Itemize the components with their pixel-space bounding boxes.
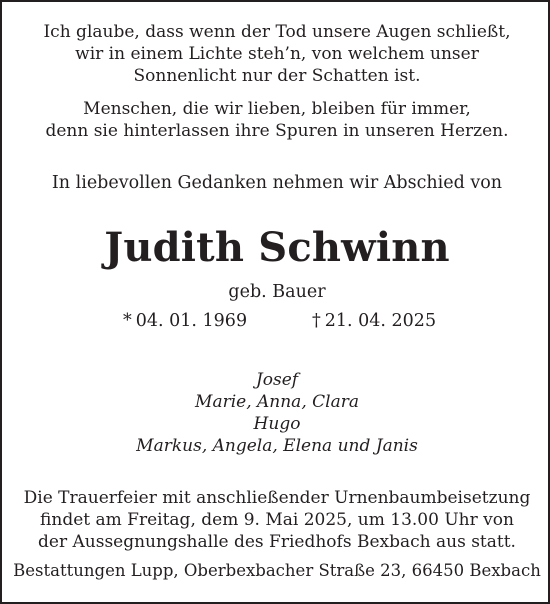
verse-stanza-1 [2,21,550,87]
verse-stanza-2 [2,98,550,142]
verse-line: Ich glaube, dass wenn der Tod unsere Augen schließt, [43,22,511,42]
deceased-name: Judith Schwinn [104,224,450,271]
verse-line: Sonnenlicht nur der Schatten ist. [133,66,421,86]
death-date [312,310,436,332]
family-line: Hugo [253,414,301,434]
death-cross-icon: † [312,311,321,331]
birth-date-text: 04. 01. 1969 [135,311,248,331]
ceremony-info [2,487,550,553]
death-date-text: 21. 04. 2025 [324,311,437,331]
birth-star-icon: * [123,311,132,331]
farewell-intro [2,172,550,194]
birth-date [123,310,247,332]
undertaker-info [2,560,550,582]
family-line: Josef [255,370,299,390]
verse-line: Menschen, die wir lieben, bleiben für immer, [83,99,471,119]
undertaker-text: Bestattungen Lupp, Oberbexbacher Straße 23, 66450 Bexbach [13,561,541,580]
ceremony-line: der Aussegnungshalle des Friedhofs Bexbach aus statt. [38,532,516,552]
verse-line: wir in einem Lichte steh’n, von welchem unser [75,44,479,64]
family-members [2,369,550,457]
birth-name [2,281,550,303]
ceremony-line: Die Trauerfeier mit anschließender Urnenbaumbeisetzung [23,488,531,508]
verse-line: denn sie hinterlassen ihre Spuren in unseren Herzen. [45,121,509,141]
ceremony-line: findet am Freitag, dem 9. Mai 2025, um 13.00 Uhr von [40,510,514,530]
family-line: Marie, Anna, Clara [195,392,359,412]
family-line: Markus, Angela, Elena und Janis [136,436,418,456]
birth-name-text: geb. Bauer [228,282,326,302]
intro-text: In liebevollen Gedanken nehmen wir Abschied von [51,173,503,193]
